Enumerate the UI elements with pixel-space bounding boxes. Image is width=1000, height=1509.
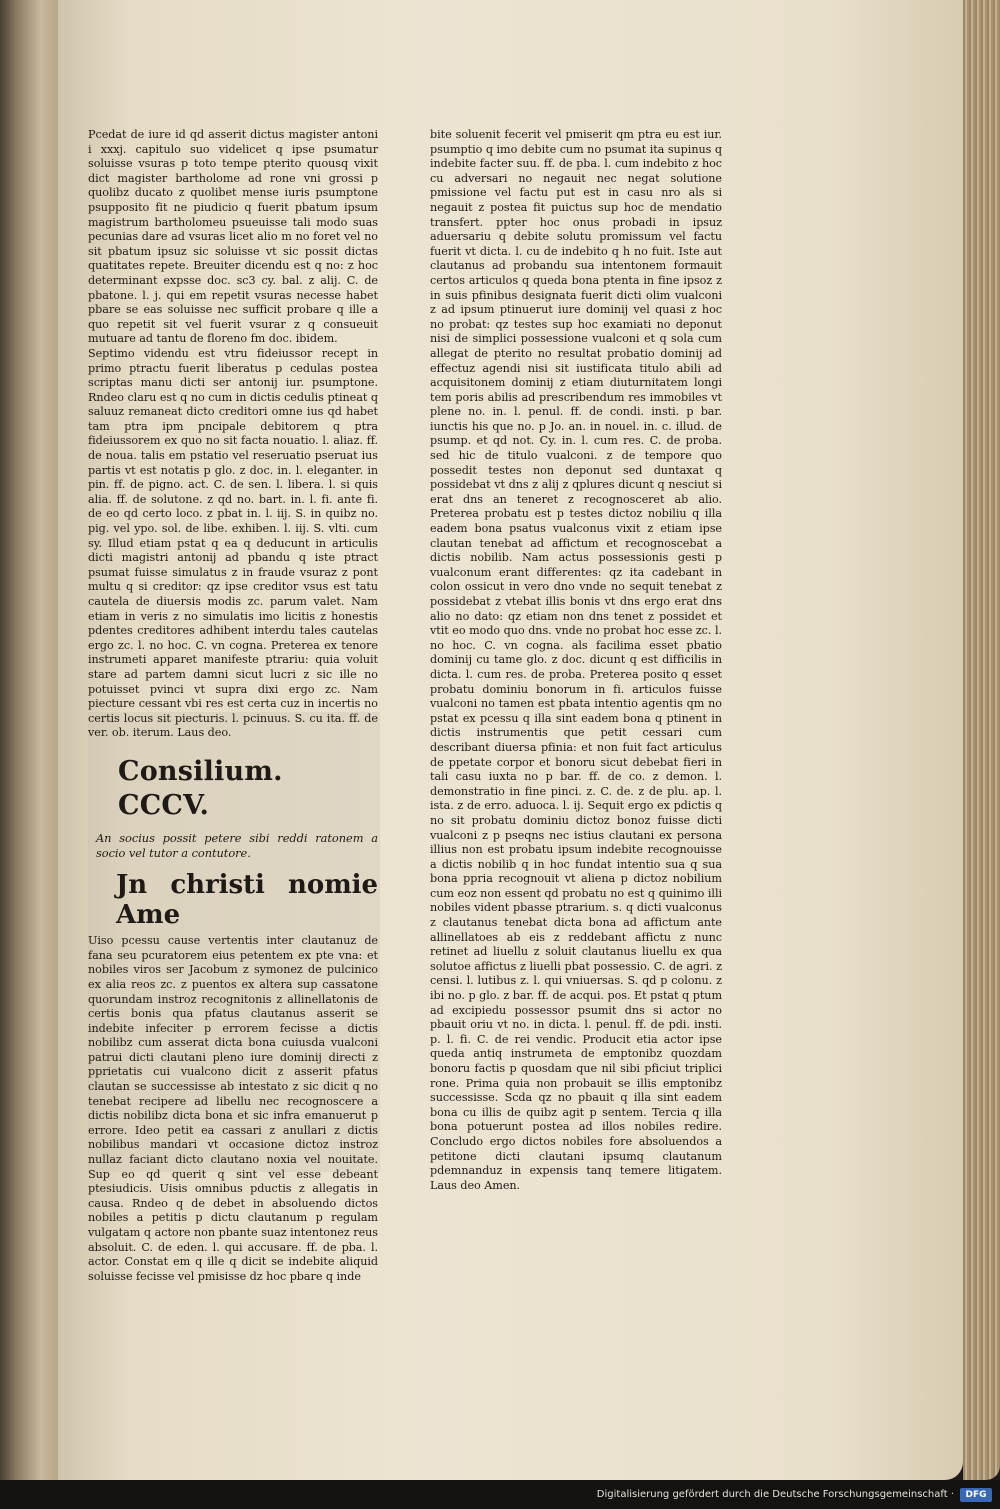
- page-fore-edge: [963, 0, 1000, 1480]
- right-text-column: [430, 128, 722, 1193]
- left-text-column: [88, 128, 378, 1284]
- footer-bar: [0, 1480, 1000, 1509]
- left-paragraph-1: Pcedat de iure id qd asserit dictus magister antoni i xxxj. capitulo suo videlicet q ipse psumatur soluisse vsuras p toto tempe pterito quousq vixit dict magister bartholome ad rone vni grossi p quolibz ducato z quolibet mense iuris psumptone psupposito fit ne piudicio q fuerit pbatum ipsum magistrum bartholomeu psueuisse tali modo suas pecunias dare ad vsuras licet alio m no foret vel no sit pbatum ipsuz sic soluisse vt sic possit dictas quatitates repete. Breuiter dicendu est q no: z hoc determinant expsse doc. sc3 cy. bal. z alij. C. de pbatone. l. j. qui em repetit vsuras necesse habet pbare se eas soluisse nec sufficit probare q ille a quo repetit sit vel fuerit vsurar z q consueuit mutuare ad tantu de floreno fm doc. ibidem.: [88, 128, 378, 346]
- invocation-heading: Jn christi nomie Ame: [116, 870, 378, 931]
- right-paragraph-1: bite soluenit fecerit vel pmiserit qm ptra eu est iur. psumptio q imo debite cum no psumat ita supinus q indebite facter suu. ff. de pba. l. cum indebito z hoc cu adversari no negauit nec negat solutione pmissione vel factu put est in casu nro als si negauit z postea fit puictus sup hoc de mendatio transfert. ppter hoc onus probadi in ipsuz aduersariu q debite solutu promissum vel factu fuerit vt dicta. l. cu de indebito q h no fuit. Iste aut clautanus ad probandu sua intentonem formauit certos articulos q queda bona ptenta in fine ipsoz z in suis pfinibus designata fuerit dicti olim vualconi z ad ipsum ptinuerut iure dominij vel quasi z hoc no probat: qz testes sup hoc examiati no deponut nisi de simplici possessione vualconi et q sola cum allegat de pterito no resultat probatio dominij ad effectuz agendi nisi sit iustificata titulo abili ad acquisitonem dominij z etiam diuturnitatem longi tem poris abilis ad prescribendum res immobiles vt plene no. in. l. penul. ff. de condi. insti. p bar. iunctis his que no. p Jo. an. in nouel. in. c. illud. de psump. et qd not. Cy. in. l. cum res. C. de proba. sed hic de titulo vualconi. z de tempore quo possedit testes non deponut sed duntaxat q possidebat vt dns z alij z qplures dicunt q nesciut si erat dns an teneret z recognosceret ab alio. Preterea probatu est p testes dictoz nobiliu q illa eadem bona psatus vualconus vixit z etiam ipse clautan tenebat ad affictum et recognoscebat a dictis nobilib. Nam actus possessionis gesti p vualconum erant differentes: qz ita cadebant in colon ossicut in vero dno vnde no sequit tenebat z possidebat z vtebat illis bonis vt dns ergo erat dns alio no dato: qz etiam non dns tenet z possidet et vtit eo modo quo dns. vnde no probat hoc esse zc. l. no hoc. C. vn cogna. als facilima esset pbatio dominij cu tame glo. z doc. dicunt q est difficilis in dicta. l. cum res. de proba. Preterea posito q esset probatu dominiu bonorum in fi. articulos fuisse vualconi no tamen est pbata intentio agentis qm no pstat ex pcessu q illa sint eadem bona q ptinent in dictis instrumentis que petit cessari cum describant diuersa pfinia: et non fuit fact articulus de ppetate corpor et bonoru sicut debebat fieri in tali casu iuxta no p bar. ff. de co. z demon. l. demonstratio in fine pinci. z. C. de. z de plu. ap. l. ista. z de erro. aduoca. l. ij. Sequit ergo ex pdictis q no sit probatu dominiu dictoz bonoz fuisse dicti vualconi z p pseqns nec istius clautani ex persona illius non est probatu ipsum indebite recognouisse a dictis nobilib q in hoc fundat intentio sua q sua bona ppria recognouit vt aliena p dictoz nobilium cum eoz non essent qd probatu no est q quinimo illi nobiles vident pbasse ptrarium. s. q dicti vualconus z clautanus tenebat dicta bona ad affictum ante allinellatoes ab eis z reddebant affictu z nunc retinet ad liuellu z soluit clautanus liuellu ex qua solutoe affictus z liuelli pbat possessio. C. de agri. z censi. l. lutibus z. l. qui vniuersas. S. qd p colonu. z ibi no. p glo. z bar. ff. de acqui. pos. Et pstat q ptum ad excipiedu possessor psumit dns si actor no pbauit oriu vt no. in dicta. l. penul. ff. de pdi. insti. p. l. fi. C. de rei vendic. Producit etia actor ipse queda antiq instrumeta de emptonibz quozdam bonoru factis p quosdam que nil sibi pficiut triplici rone. Prima quia non probauit se illis emptonibz successisse. Scda qz no pbauit q illa sint eadem bona cu illis de quibz agit p sentem. Tercia q illa bona potuerunt postea ad illos nobiles redire. Concludo ergo dictos nobiles fore absoluendos a petitone dicti clautani ipsumq clautanum pdemnanduz in expensis tanq temere litigatem. Laus deo Amen.: [430, 128, 722, 1192]
- left-paragraph-3: Uiso pcessu cause vertentis inter clautanuz de fana seu pcuratorem eius petentem ex pte vna: et nobiles viros ser Jacobum z symonez de pulcinico ex alia reos zc. z puentos ex altera sup cassatone quorundam instroz recognitonis z allinellatonis de certis bonis qua pfatus clautanus asserit se indebite infeciter p errorem fecisse a dictis nobilibz cum asserat dicta bona cuiusda vualconi patrui dicti clautani pleno iure dominij directi z pprietatis cui vualcono dicit z asserit pfatus clautan se successisse ab intestato z sic dicit q no tenebat recipere ad libellu nec recognoscere a dictis nobilibz dicta bona et sic infra emanuerut p errore. Ideo petit ea cassari z anullari z dictis nobilibus mandari vt occasione dictoz instroz nullaz faciant dicto clautano noxia vel nouitate. Sup eo qd querit q sint vel esse debeant ptesiudicis. Uisis omnibus pductis z allegatis in causa. Rndeo q de debet in absoluendo dictos nobiles a petitis p dictu clautanum p regulam vulgatam q actore non pbante suaz intentonez reus absoluit. C. de eden. l. qui accusare. ff. de pba. l. actor. Constat em q ille q dicit se indebite aliquid soluisse fecisse vel pmisisse dz hoc pbare q inde: [88, 934, 378, 1283]
- book-spine: [0, 0, 58, 1480]
- consilium-heading: Consilium. CCCV.: [118, 755, 283, 821]
- consilium-rubric: An socius possit petere sibi reddi ratonem a socio vel tutor a contutore.: [96, 830, 378, 860]
- dfg-logo: DFG: [960, 1488, 992, 1502]
- left-paragraph-2: Septimo videndu est vtru fideiussor recept in primo ptractu fuerit liberatus p cedulas postea scriptas manu dicti ser antonij iur. psumptone. Rndeo claru est q no cum in dictis cedulis ptineat q saluuz remaneat dicto creditori omne ius qd habet tam ptra ipm pncipale debitorem q ptra fideiussorem ex quo no sit facta nouatio. l. aliaz. ff. de noua. talis em pstatio vel reseruatio pseruat ius partis vt est notatis p glo. z doc. in. l. eleganter. in pin. ff. de pigno. act. C. de sen. l. libera. l. si quis alia. ff. de solutone. z qd no. bart. in. l. fi. ante fi. de eo qd certo loco. z pbat in. l. iij. S. in quibz no. pig. vel ypo. sol. de libe. exhiben. l. iij. S. vlti. cum sy. Illud etiam pstat q ea q deducunt in articulis dicti magistri antonij ad pbandu q iste ptract psumat fuisse simulatus z in fraude vsuraz z pont multu q si creditor: qz ipse creditor vsus est tatu cautela de diuersis modis zc. parum valet. Nam etiam in veris z no simulatis imo licitis z honestis pdentes creditores adhibent interdu tales cautelas ergo zc. l. no hoc. C. vn cogna. Preterea ex tenore instrumeti apparet manifeste ptrariu: quia voluit stare ad partem damni sicut lucri z sic ille no potuisset pvinci vt supra dixi ergo zc. Nam piecture cessant vbi res est certa cuz in incertis no certis locus sit piecturis. l. pcinuus. S. cu ita. ff. de ver. ob. iterum. Laus deo.: [88, 346, 378, 740]
- funding-credit: Digitalisierung gefördert durch die Deutsche Forschungsgemeinschaft ·: [596, 1489, 954, 1500]
